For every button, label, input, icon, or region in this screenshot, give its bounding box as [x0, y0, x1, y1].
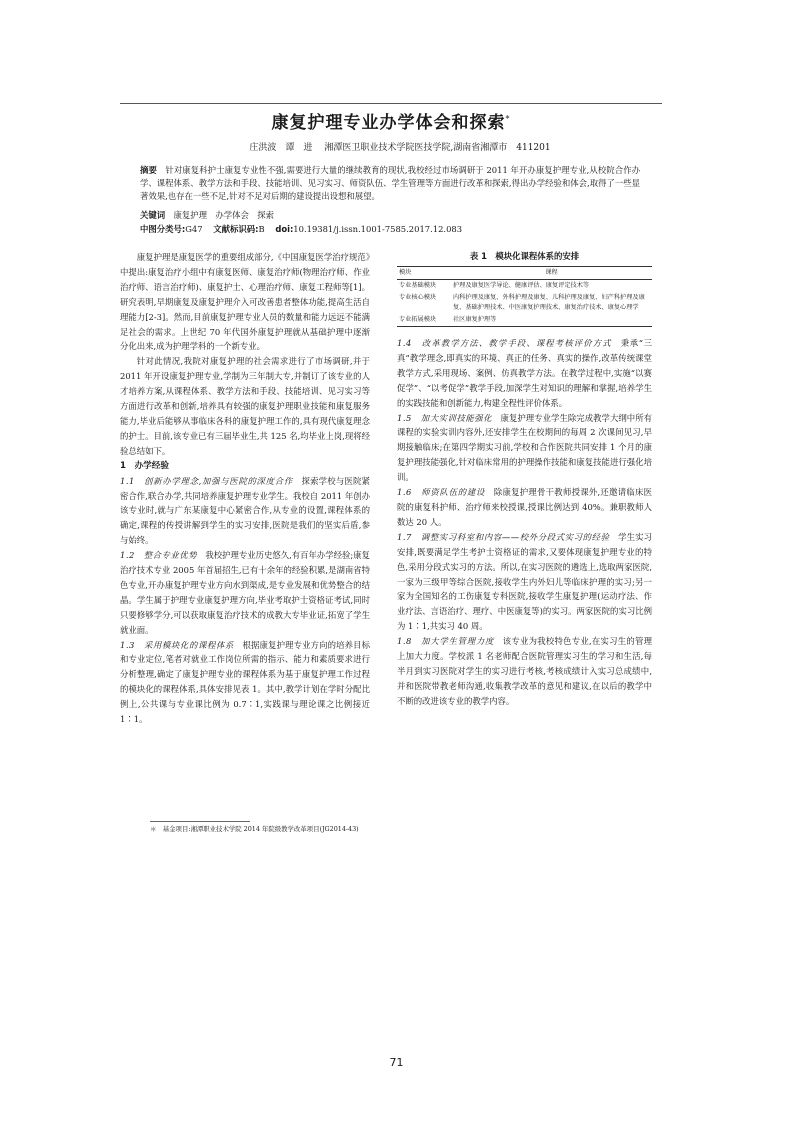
subsection-1-5-text: 康复护理专业学生除完成教学大纲中所有课程的实验实训内容外,还安排学生在校期间的每周 2 次课间见习,早期接触临床;在第四学期实习前,学校和合作医院共同安排 1 个月的康复护理技能强化,针对临床常用的护理操作技能和康复技能进行强化培训。 [397, 412, 653, 483]
subsection-1-3 [120, 638, 370, 727]
title-footnote-mark: * [505, 114, 511, 124]
subsection-1-2-heading: 1.2 整合专业优势 [120, 550, 197, 561]
table-row [397, 280, 652, 293]
subsection-1-1-text: 探索学校与医院紧密合作,联合办学,共同培养康复护理专业学生。我校自 2011 年创办该专业时,就与广东某康复中心紧密合作,从专业的设置,课程体系的确定,课程的传授讲解到学生的实习安排,医院是我们的坚实后盾,参与始终。 [120, 475, 371, 546]
clc-label: 中图分类号: [140, 224, 186, 234]
subsection-1-2-text: 我校护理专业历史悠久,有百年办学经验;康复治疗技术专业 2005 年首届招生,已有十余年的经验积累,是湖南省特色专业,开办康复护理专业方向水到渠成,是专业发展和优势整合的结晶。学生属于护理专业康复护理方向,毕业考取护士资格证考试,同时只要修够学分,可以获取康复治疗技术的成教大专毕业证,拓宽了学生就业面。 [120, 550, 370, 635]
abstract [140, 164, 640, 203]
title-text: 康复护理专业办学体会和探索 [271, 113, 506, 133]
table-row [397, 292, 652, 314]
header-rule [120, 103, 662, 104]
subsection-1-6-heading: 1.6 师资队伍的建设 [397, 487, 486, 498]
table-1 [397, 250, 652, 327]
footnote: ＊ 基金项目:湘潭职业技术学院 2014 年院级教学改革项目(JG2014-43) [150, 825, 359, 833]
table-cell-module: 专业核心模块 [399, 294, 437, 301]
course-module-table [397, 266, 652, 327]
table-cell-module: 专业基础模块 [399, 282, 437, 289]
footnote-rule [150, 821, 250, 822]
table-header-module: 模块 [397, 267, 451, 280]
intro-paragraph-1: 康复护理是康复医学的重要组成部分,《中国康复医学治疗规范》中提出:康复治疗小组中有康复医师、康复治疗师(物理治疗师、作业治疗师、语言治疗师)、康复护士、心理治疗师、康复工程师等[1]。研究表明,早期康复及康复护理介入可改善患者整体功能,提高生活自理能力[2-3]。然而,目前康复护理专业人员的数量和能力远远不能满足社会的需求。上世纪 70 年代国外康复护理就从基础护理中逐渐分化出来,成为护理学科的一个新专业。 [120, 252, 370, 352]
subsection-1-5-heading: 1.5 加大实训技能强化 [397, 412, 493, 423]
doi-value: 10.19381/j.issn.1001-7585.2017.12.083 [293, 224, 463, 234]
table-cell-course: 社区康复护理等 [451, 314, 652, 327]
intro-paragraph-2: 针对此情况,我院对康复护理的社会需求进行了市场调研,并于 2011 年开设康复护理专业,学制为三年制大专,并制订了该专业的人才培养方案,从课程体系、教学方法和手段、技能培训、见习实习等方面进行改革和创新,培养具有较强的康复护理职业技能和康复服务能力,毕业后能够从事临床各科的康复护理工作的,具有现代康复理念的护士。目前,该专业已有三届毕业生,共 125 名,均毕业上岗,现将经验总结如下。 [120, 356, 370, 456]
subsection-1-3-text: 根据康复护理专业方向的培养目标和专业定位,笔者对就业工作岗位所需的指示、能力和素质要求进行分析整理,确定了康复护理专业的课程体系为基于康复护理工作过程的模块化的课程体系,具体安排见表 1。其中,教学计划在学时分配比例上,公共课与专业课比例为 0.7∶1,实践课与理论课之比例接近 1∶1。 [120, 639, 371, 725]
author-line [150, 140, 650, 153]
subsection-1-7 [397, 530, 652, 634]
table-row [397, 314, 652, 327]
right-column [397, 336, 652, 709]
subsection-1-8-text: 该专业为我校特色专业,在实习生的管理上加大力度。学校派 1 名老师配合医院管理实习生的学习和生活,每半月到实习医院对学生的实习进行考核,考核成绩计入实习总成绩中,并和医院带教老师沟通,收集教学改革的意见和建议,在以后的教学中不断的改进该专业的教学内容。 [397, 636, 652, 706]
subsection-1-7-text: 学生实习安排,既要满足学生考护士资格证的需求,又要体现康复护理专业的特色,采用分段式实习的方法。所以,在实习医院的遴选上,选取两家医院,一家为三级甲等综合医院,接收学生内外妇儿等临床护理的实习;另一家为全国知名的工伤康复专科医院,接收学生康复护理(运动疗法、作业疗法、言语治疗、理疗、中医康复等)的实习。两家医院的实习比例为 1∶1,共实习 40 周。 [397, 531, 652, 632]
article-meta [140, 223, 640, 236]
table-header-row [397, 267, 652, 280]
table-cell-course: 护理及康复医学导论、健康评估、康复评定技术等 [453, 282, 590, 289]
keywords-text: 康复护理 办学体会 探索 [173, 210, 274, 220]
subsection-1-4-heading: 1.4 改革教学方法、教学手段、课程考核评价方式 [397, 338, 612, 348]
author-names: 庄洪波 谭 进 [249, 143, 313, 153]
left-column [120, 250, 370, 727]
author-affiliation: 湘潭医卫职业技术学院医技学院,湖南省湘潭市 411201 [324, 143, 551, 153]
subsection-1-1 [120, 474, 370, 549]
subsection-1-6 [397, 485, 652, 530]
subsection-1-4-text: 秉承“三真”教学理念,即真实的环境、真正的任务、真实的操作,改革传统课堂教学方式,采用现场、案例、仿真教学方法。在教学过程中,实施“以赛促学”、“以考促学”教学手段,加深学生对知识的理解和掌握,培养学生的实践技能和创新能力,构建全程性评价体系。 [397, 338, 652, 408]
subsection-1-7-heading: 1.7 调整实习科室和内容——校外分段式实习的经验 [397, 531, 610, 542]
subsection-1-1-heading: 1.1 创新办学理念,加强与医院的深度合作 [120, 475, 293, 486]
table-caption: 表 1 模块化课程体系的安排 [469, 251, 580, 261]
subsection-1-8-heading: 1.8 加大学生管理力度 [397, 636, 495, 647]
subsection-1-6-text: 除康复护理骨干教师授课外,还邀请临床医院的康复科护师、治疗师来校授课,授课比例达到 40%。兼职教师人数达 20 人。 [397, 487, 652, 527]
table-header-course: 课程 [451, 267, 652, 280]
page-number: 71 [389, 1056, 404, 1069]
subsection-1-4 [397, 336, 652, 411]
section-heading-1: 1 办学经验 [120, 460, 169, 471]
abstract-text: 针对康复科护士康复专业性不强,需要进行大量的继续教育的现状,我校经过市场调研于 2011 年开办康复护理专业,从校院合作办学、课程体系、教学方法和手段、技能培训、见习实习、师资队伍、学生管理等方面进行改革和探索,得出办学经验和体会,取得了一些显著效果,也存在一些不足,针对不足对后期的建设提出设想和展望。 [140, 165, 641, 201]
keywords [140, 209, 640, 222]
subsection-1-2 [120, 548, 370, 637]
abstract-label: 摘要 [140, 165, 157, 175]
clc-value: G47 [185, 224, 203, 234]
table-cell-module: 专业拓展模块 [397, 314, 451, 327]
keywords-label: 关键词 [140, 210, 166, 220]
table-cell-course: 内科护理及康复、外科护理及康复、儿科护理及康复、妇产科护理及康复、基础护理技术、中医康复护理技术、康复治疗技术、康复心理学 [453, 294, 645, 311]
article-title [120, 108, 662, 133]
doc-code-value: B [258, 224, 265, 234]
doc-code-label: 文献标识码: [213, 224, 259, 234]
subsection-1-3-heading: 1.3 采用模块化的课程体系 [120, 639, 235, 650]
doi-label: doi: [275, 224, 294, 234]
subsection-1-8 [397, 634, 652, 709]
subsection-1-5 [397, 411, 652, 486]
